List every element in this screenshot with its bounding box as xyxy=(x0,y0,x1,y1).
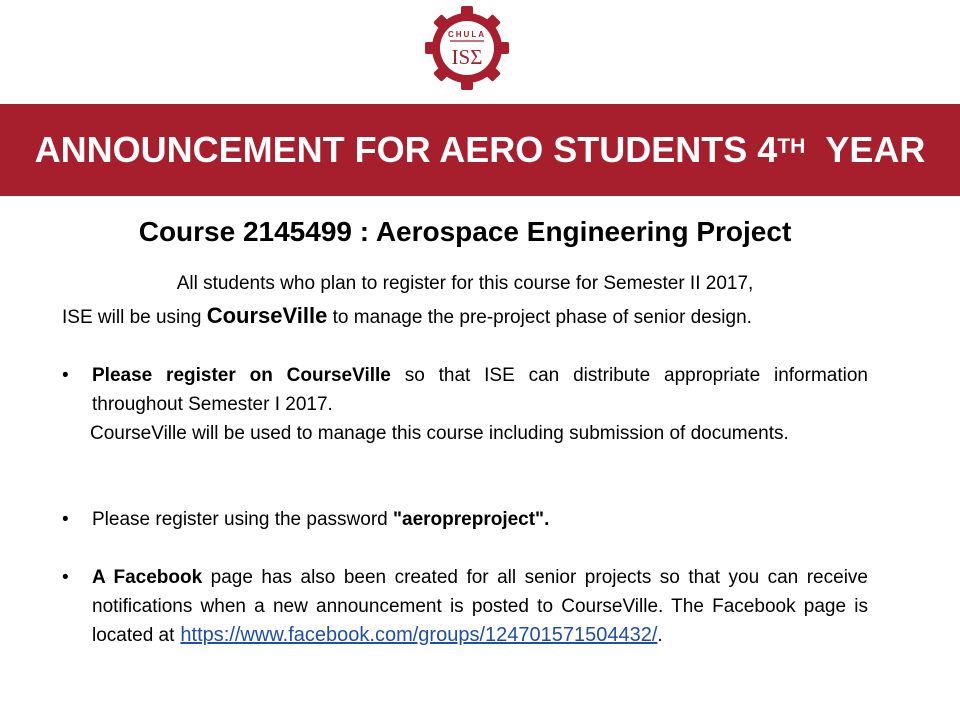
bullet-2-text: Please register using the password xyxy=(92,509,393,530)
bullet-3-bold: A Facebook xyxy=(92,567,203,588)
bullet-dot: • xyxy=(62,365,69,386)
bullet-3-text: page has also been created for all senior projects so that you can receive notifications when a new announcement is posted to CourseVille. The Facebook page is located at xyxy=(92,567,868,646)
courseville-name: CourseVille xyxy=(206,303,328,328)
announcement-banner xyxy=(0,104,960,196)
intro-line-2-pre: ISE will be using xyxy=(62,307,207,328)
bullet-dot: • xyxy=(62,509,69,530)
bullet-1-extra: CourseVille will be used to manage this course including submission of documents. xyxy=(90,423,789,444)
banner-title-main: ANNOUNCEMENT FOR AERO STUDENTS 4 xyxy=(34,129,778,170)
chula-ise-logo xyxy=(423,4,511,92)
bullet-facebook xyxy=(62,563,868,650)
intro-line-1: All students who plan to register for this course for Semester II 2017, xyxy=(176,273,754,294)
banner-title-end: YEAR xyxy=(825,129,926,170)
logo-mark-text: ISΣ xyxy=(451,45,483,69)
bullet-1-bold: Please register on CourseVille xyxy=(92,365,391,386)
banner-title-sup: TH xyxy=(777,134,806,158)
bullet-dot: • xyxy=(62,567,69,588)
course-title: Course 2145499 : Aerospace Engineering Project xyxy=(138,216,792,247)
bullet-password xyxy=(62,505,868,534)
intro-line-2 xyxy=(62,303,752,329)
bullet-2-password: "aeropreproject". xyxy=(393,509,550,530)
facebook-group-link[interactable]: https://www.facebook.com/groups/124701571504432/ xyxy=(180,624,658,646)
bullet-3-end: . xyxy=(657,625,663,646)
bullet-1-text: so that ISE can distribute appropriate information throughout Semester I 2017. xyxy=(92,365,868,415)
bullet-register xyxy=(62,361,868,419)
logo-top-text: CHULA xyxy=(448,30,486,39)
intro-line-2-post: to manage the pre-project phase of senior design. xyxy=(327,307,752,328)
